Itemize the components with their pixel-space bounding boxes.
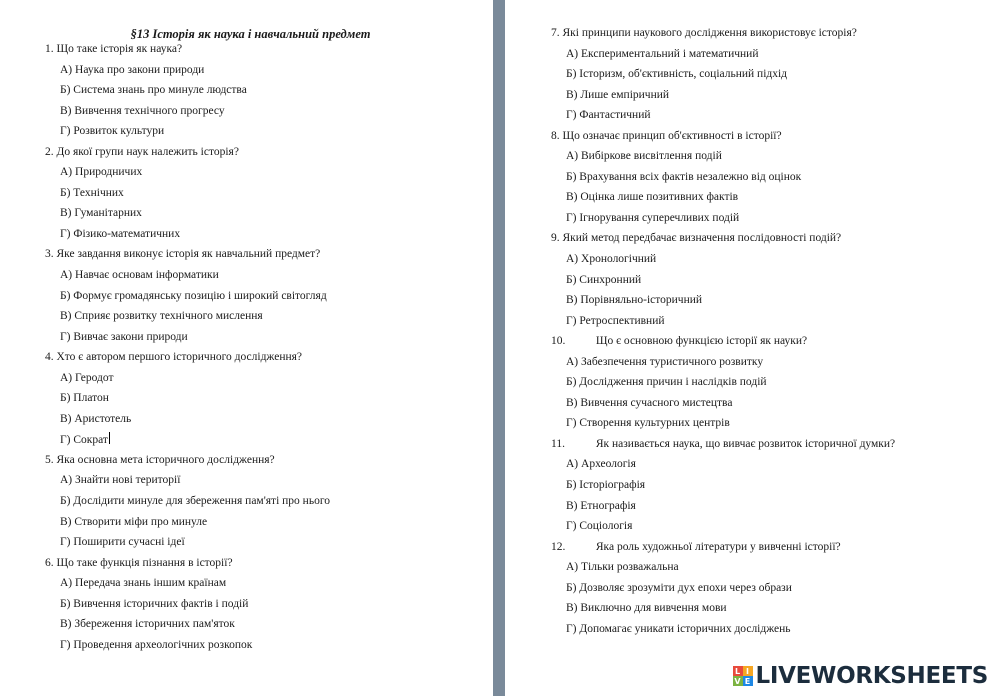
answer-option-text: Г) Сократ xyxy=(60,434,108,447)
answer-option-text: Б) Формує громадянську позицію і широкий світогляд xyxy=(60,289,327,302)
answer-option xyxy=(551,355,895,376)
page-title: §13 Історія як наука і навчальний предмет xyxy=(130,27,371,41)
question-10 xyxy=(551,334,895,355)
answer-option-text: В) Аристотель xyxy=(60,412,132,425)
answer-option-text: Б) Історіографія xyxy=(566,479,646,492)
answer-option-text: А) Археологія xyxy=(566,458,636,471)
answer-option xyxy=(45,515,330,536)
answer-option xyxy=(551,252,895,273)
answer-option xyxy=(551,416,895,437)
answer-option-text: Б) Синхронний xyxy=(566,273,642,286)
answer-option xyxy=(45,371,330,392)
logo-text: LIVEWORKSHEETS xyxy=(755,663,988,689)
question-8 xyxy=(551,129,895,150)
answer-option-text: В) Гуманітарних xyxy=(60,207,142,220)
answer-option xyxy=(45,597,330,618)
answer-option xyxy=(551,88,895,109)
answer-option xyxy=(45,535,330,556)
question-4 xyxy=(45,350,330,371)
answer-option xyxy=(551,519,895,540)
answer-option-text: А) Хронологічний xyxy=(566,253,657,266)
text-cursor xyxy=(109,432,110,444)
question-number: 12. xyxy=(551,540,566,553)
answer-option-text: Г) Поширити сучасні ідеї xyxy=(60,536,185,549)
answer-option-text: Г) Створення культурних центрів xyxy=(566,417,730,430)
answer-option xyxy=(551,581,895,602)
answer-option-text: Б) Вивчення історичних фактів і подій xyxy=(60,597,249,610)
question-text: Який метод передбачає визначення послідовності подій? xyxy=(562,232,842,245)
answer-option xyxy=(45,576,330,597)
answer-option xyxy=(551,273,895,294)
answer-option xyxy=(45,330,330,351)
question-text: Що означає принцип об'єктивності в історії? xyxy=(562,129,782,142)
answer-option xyxy=(45,412,330,433)
answer-option-text: Г) Ігнорування суперечливих подій xyxy=(566,211,740,224)
answer-option-text: В) Сприяє розвитку технічного мислення xyxy=(60,310,263,323)
question-2 xyxy=(45,145,330,166)
answer-option xyxy=(551,293,895,314)
answer-option-text: А) Природничих xyxy=(60,166,143,179)
answer-option-text: А) Передача знань іншим країнам xyxy=(60,577,227,590)
answer-option-text: Б) Дослідити минуле для збереження пам'яті про нього xyxy=(60,495,331,508)
answer-option xyxy=(45,391,330,412)
answer-option xyxy=(45,268,330,289)
page-left xyxy=(0,0,493,696)
answer-option-text: В) Збереження історичних пам'яток xyxy=(60,618,235,631)
question-number: 5. xyxy=(45,453,54,466)
liveworksheets-logo xyxy=(733,663,988,689)
answer-option xyxy=(551,457,895,478)
answer-option xyxy=(551,314,895,335)
answer-option-text: А) Тільки розважальна xyxy=(566,561,679,574)
question-text: Що таке функція пізнання в історії? xyxy=(56,556,233,569)
answer-option xyxy=(551,211,895,232)
answer-option-text: Г) Соціологія xyxy=(566,520,633,533)
answer-option-text: В) Виключно для вивчення мови xyxy=(566,602,727,615)
answer-option-text: В) Оцінка лише позитивних фактів xyxy=(566,191,739,204)
answer-option-text: Г) Фізико-математичних xyxy=(60,227,181,240)
answer-option xyxy=(551,375,895,396)
answer-option xyxy=(45,309,330,330)
question-text: Яка основна мета історичного дослідження? xyxy=(56,453,275,466)
question-number: 4. xyxy=(45,351,54,364)
question-text: Хто є автором першого історичного дослідження? xyxy=(56,351,303,364)
answer-option xyxy=(45,186,330,207)
question-number: 11. xyxy=(551,437,565,450)
answer-option-text: В) Вивчення технічного прогресу xyxy=(60,104,225,117)
answer-option xyxy=(45,165,330,186)
answer-option xyxy=(551,67,895,88)
question-number: 6. xyxy=(45,556,54,569)
question-text: До якої групи наук належить історія? xyxy=(56,145,239,158)
answer-option xyxy=(551,396,895,417)
logo-badge-letter: I xyxy=(743,666,753,676)
answer-option xyxy=(45,473,330,494)
answer-option-text: Б) Врахування всіх фактів незалежно від оцінок xyxy=(566,170,802,183)
question-text: Які принципи наукового дослідження використовує історія? xyxy=(562,27,857,39)
answer-option xyxy=(551,108,895,129)
question-5 xyxy=(45,453,330,474)
answer-option-text: А) Геродот xyxy=(60,371,114,384)
question-number: 3. xyxy=(45,248,54,261)
answer-option-text: Г) Ретроспективний xyxy=(566,314,665,327)
answer-option-text: А) Навчає основам інформатики xyxy=(60,269,219,282)
question-number: 1. xyxy=(45,43,54,55)
answer-option xyxy=(551,601,895,622)
question-text: Як називається наука, що вивчає розвиток історичної думки? xyxy=(595,437,896,450)
answer-option-text: А) Експериментальний і математичний xyxy=(566,47,759,60)
answer-option-text: Б) Система знань про минуле людства xyxy=(60,84,247,97)
answer-option-text: Г) Фантастичний xyxy=(566,109,651,122)
answer-option-text: А) Знайти нові території xyxy=(60,474,181,487)
answer-option-text: А) Наука про закони природи xyxy=(60,63,205,76)
answer-option-text: Б) Дослідження причин і наслідків подій xyxy=(566,376,767,389)
question-text: Яке завдання виконує історія як навчальний предмет? xyxy=(56,248,321,261)
answer-option-text: Г) Проведення археологічних розкопок xyxy=(60,638,253,651)
answer-option-text: Б) Дозволяє зрозуміти дух епохи через образи xyxy=(566,581,792,594)
answer-option-text: В) Вивчення сучасного мистецтва xyxy=(566,396,733,409)
answer-option xyxy=(45,227,330,248)
logo-badge-letter: E xyxy=(743,676,753,686)
answer-option xyxy=(551,170,895,191)
answer-option-text: А) Забезпечення туристичного розвитку xyxy=(566,355,764,368)
question-12 xyxy=(551,540,895,561)
answer-option-text: В) Етнографія xyxy=(566,499,636,512)
answer-option xyxy=(45,494,330,515)
question-text: Що таке історія як наука? xyxy=(56,43,183,55)
logo-badge-letter: V xyxy=(734,676,741,686)
question-number: 9. xyxy=(551,232,560,245)
answer-option xyxy=(45,83,330,104)
answer-option xyxy=(45,638,330,659)
question-11 xyxy=(551,437,895,458)
answer-option-text: Г) Розвиток культури xyxy=(60,125,165,138)
logo-badge-icon xyxy=(733,666,753,686)
answer-option-text: В) Порівняльно-історичний xyxy=(566,294,703,307)
answer-option xyxy=(551,560,895,581)
question-9 xyxy=(551,231,895,252)
answer-option xyxy=(551,478,895,499)
answer-option xyxy=(45,104,330,125)
answer-option xyxy=(551,190,895,211)
answer-option xyxy=(551,149,895,170)
answer-option xyxy=(45,206,330,227)
question-number: 8. xyxy=(551,129,560,142)
question-number: 10. xyxy=(551,335,566,348)
answer-option-text: А) Вибіркове висвітлення подій xyxy=(566,150,722,163)
question-list-right xyxy=(551,26,895,642)
page-gutter xyxy=(493,0,505,696)
answer-option-text: Б) Технічних xyxy=(60,186,124,199)
answer-option-text: В) Лише емпіричний xyxy=(566,88,670,101)
answer-option xyxy=(45,124,330,145)
answer-option xyxy=(45,432,330,453)
answer-option-text: Б) Платон xyxy=(60,392,109,405)
answer-option xyxy=(45,617,330,638)
question-3 xyxy=(45,247,330,268)
question-list-left xyxy=(45,42,330,658)
answer-option xyxy=(45,289,330,310)
answer-option xyxy=(551,47,895,68)
logo-badge-letter: L xyxy=(733,666,743,676)
question-number: 7. xyxy=(551,27,560,39)
question-text: Яка роль художньої літератури у вивченні історії? xyxy=(595,540,841,553)
question-6 xyxy=(45,556,330,577)
answer-option-text: В) Створити міфи про минуле xyxy=(60,515,208,528)
answer-option xyxy=(551,499,895,520)
question-number: 2. xyxy=(45,145,54,158)
answer-option xyxy=(551,622,895,643)
page-right xyxy=(505,0,1000,696)
answer-option-text: Г) Допомагає уникати історичних досліджень xyxy=(566,622,791,635)
answer-option-text: Г) Вивчає закони природи xyxy=(60,330,188,343)
question-7 xyxy=(551,26,895,47)
question-text: Що є основною функцією історії як науки? xyxy=(595,335,808,348)
question-1 xyxy=(45,42,330,63)
answer-option xyxy=(45,63,330,84)
answer-option-text: Б) Історизм, об'єктивність, соціальний підхід xyxy=(566,68,788,81)
